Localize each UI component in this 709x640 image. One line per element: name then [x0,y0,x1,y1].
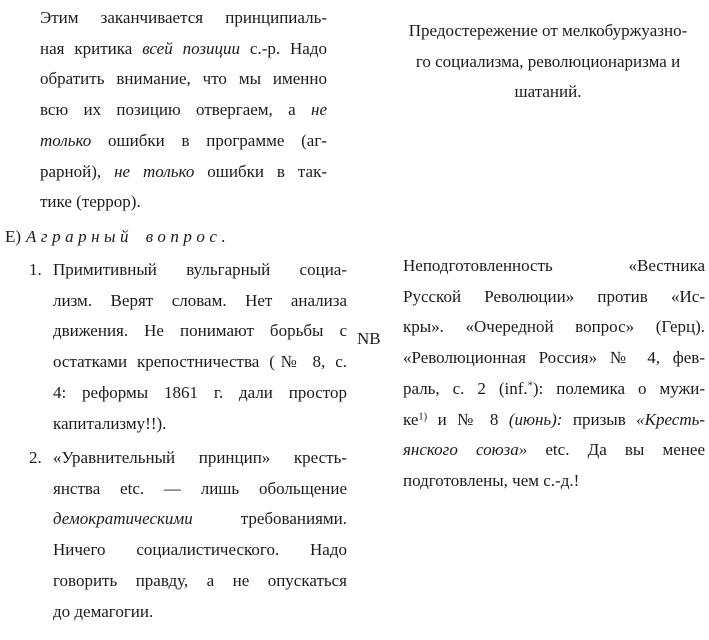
text-run: ошибки в программе (аг- [91,130,327,150]
text-run: Этим заканчивается принципиаль- [40,8,327,27]
text-run: шатаний. [514,82,582,102]
superscript-run: * [527,380,533,392]
text-run: Примитивный вульгарный социа- [53,260,347,279]
nb-marginal-mark: NB [357,329,381,348]
text-line [53,504,347,535]
text-run: Неподготовленность «Вестника [403,256,705,275]
text-run: тике (террор). [40,192,141,212]
list-item-equalizing-principle [29,443,347,627]
text-line [40,126,327,157]
text-line [403,251,705,282]
text-run: остатками крепостничества (№ 8, с. [53,352,347,372]
italic-run: демократическими [53,509,193,529]
text-run: всю их позицию отвергаем, а [40,100,312,120]
text-run: «Уравнительный принцип» кресть- [53,448,347,467]
right-margin-heading-warning [390,16,706,108]
right-margin-note-unpreparedness [403,251,705,497]
text-run: 4: реформы 1861 г. дали простор [53,382,347,402]
list-item-primitive-socialism [29,255,347,439]
text-line [53,597,347,628]
text-line [403,435,705,466]
section-title: Аграрный вопрос. [26,227,231,246]
text-line [53,474,347,505]
text-line [40,34,327,65]
text-line [53,409,347,440]
text-line [53,316,347,347]
text-run: призыв [562,409,637,429]
section-header-agrarian-question [5,222,230,253]
italic-run: только [40,130,92,150]
section-letter: Е) [5,227,22,246]
text-run: ке [403,409,419,429]
list-item-text [53,443,347,627]
text-run: подготовлены, чем с.-д.! [403,470,580,490]
text-run: с.-р. Надо [240,38,327,58]
text-line [40,3,327,34]
text-run: ): полемика о мужи- [532,378,705,398]
text-run: капитализму!!). [53,413,167,433]
text-line [53,286,347,317]
text-line [403,374,705,405]
text-run: требованиями. [192,509,347,529]
italic-run: всей позиции [142,38,241,58]
text-line [403,312,705,343]
text-run: го социализма, революционаризма и [415,51,681,71]
text-line [403,343,705,374]
text-line [40,187,327,218]
text-run: янства etc. — лишь обольщение [53,478,347,498]
text-line [403,466,705,497]
list-item-number: 1. [29,260,42,279]
superscript-run: 1) [418,411,428,423]
text-run: кры». «Очередной вопрос» (Герц). [403,317,705,337]
list-item-text [53,255,347,439]
text-run: Русской Революции» против «Ис- [403,286,705,306]
text-line [53,378,347,409]
italic-run: янского союза» [403,440,528,460]
italic-run: не только [114,161,195,181]
list-item-number: 2. [29,448,42,467]
text-run: до демагогии. [53,601,154,621]
text-line [390,77,706,108]
text-line [403,405,705,436]
text-line [53,347,347,378]
text-line [40,95,327,126]
italic-run: (июнь): [508,409,563,429]
text-run: ошибки в так- [194,161,327,181]
text-line [53,255,347,286]
text-run: etc. Да вы менее [527,440,705,460]
italic-run: не [311,100,327,120]
text-run: обратить внимание, что мы именно [40,69,327,89]
text-run: «Революционная Россия» № 4, фев- [403,348,705,368]
text-run: движения. Не понимают борьбы с [53,321,347,341]
text-line [53,535,347,566]
paragraph-critique-of-sr-position [40,3,327,218]
text-run: и № 8 [427,409,509,429]
text-run: Предостережение от мелкобуржуазно- [408,21,688,40]
text-run: Ничего социалистического. Надо [53,540,347,560]
text-line [390,47,706,78]
text-line [40,157,327,188]
italic-run: «Кресть- [636,409,706,429]
text-line [390,16,706,47]
text-line [53,443,347,474]
text-run: раль, с. 2 (inf. [403,378,528,398]
text-run: ная критика [40,38,143,58]
text-run: рарной), [40,161,115,181]
text-run: говорить правду, а не опускаться [53,570,347,590]
text-line [53,566,347,597]
text-line [403,282,705,313]
text-run: лизм. Верят словам. Нет анализа [53,290,347,310]
text-line [40,64,327,95]
